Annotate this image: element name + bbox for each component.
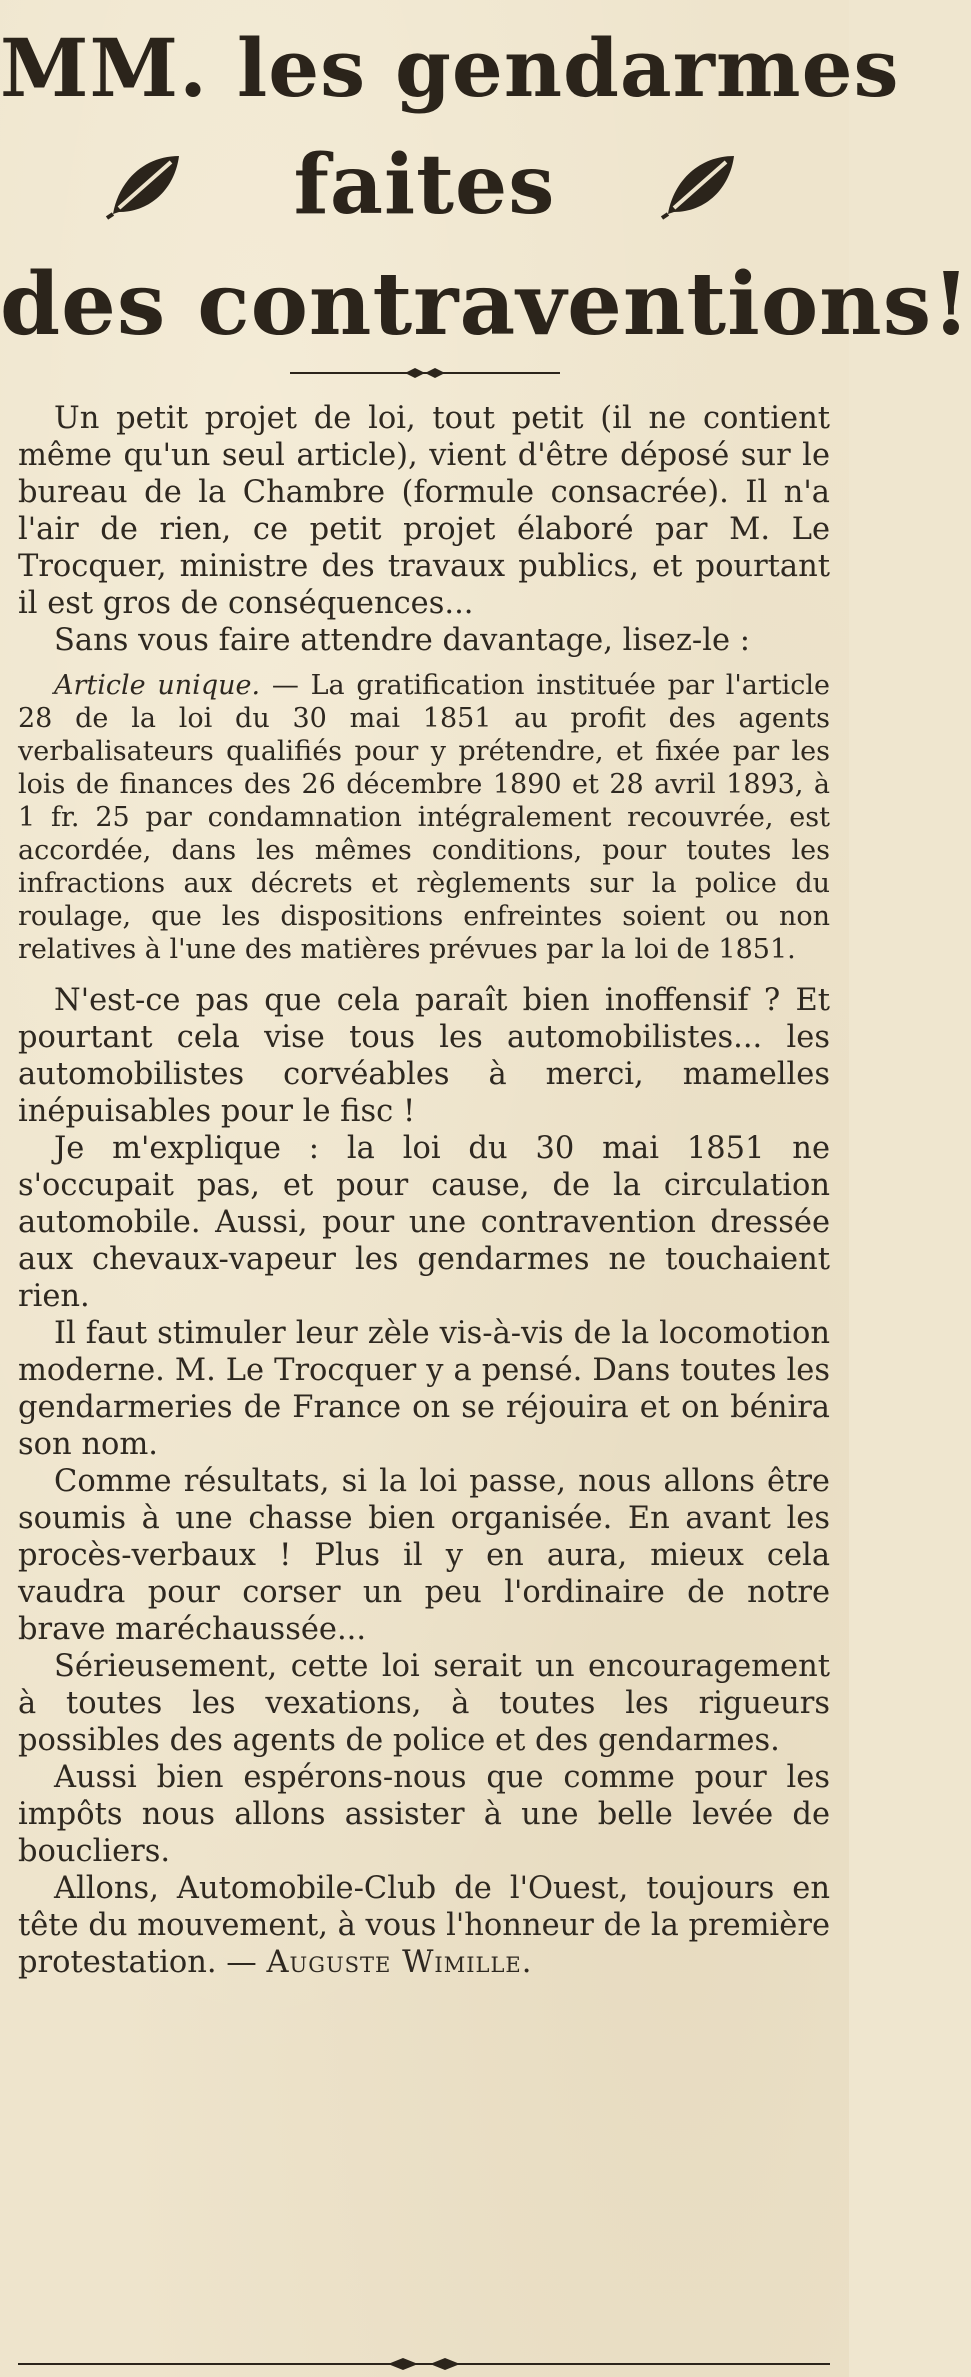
ornamental-rule — [18, 2356, 830, 2372]
paragraph: Sérieusement, cette loi serait un encouragement à toutes les vexations, à toutes les rigueurs possibles des agents de police et des gendarmes. — [18, 1649, 830, 1758]
paragraph: N'est-ce pas que cela paraît bien inoffensif ? Et pourtant cela vise tous les automobilistes... les automobilistes corvéables à merci, mamelles inépuisables pour le fisc ! — [18, 983, 830, 1129]
paragraph: Comme résultats, si la loi passe, nous allons être soumis à une chasse bien organisée. En avant les procès-verbaux ! Plus il y en aura, mieux cela vaudra pour corser un peu l'ordinaire de notre brave maréchaussée... — [18, 1464, 830, 1647]
article-body — [18, 400, 830, 1981]
headline-line-3: des contraventions! — [0, 254, 971, 355]
law-text: — La gratification instituée par l'article 28 de la loi du 30 mai 1851 au profit des agents verbalisateurs qualifiés pour y prétendre, et fixée par les lois de finances des 26 décembre 1890 et 28 avril 1893, à 1 fr. 25 par condamnation intégralement recouvrée, est accordée, dans les mêmes conditions, pour toutes les infractions aux décrets et règlements sur la police du roulage, que les dispositions enfreintes soient ou non relatives à l'une des matières prévues par la loi de 1851. — [18, 670, 830, 965]
ornamental-rule — [290, 365, 560, 381]
paragraph: Sans vous faire attendre davantage, lisez-le : — [54, 623, 750, 658]
paragraph: Je m'explique : la loi du 30 mai 1851 ne s'occupait pas, et pour cause, de la circulation automobile. Aussi, pour une contravention dressée aux chevaux-vapeur les gendarmes ne touchaient rien. — [18, 1131, 830, 1314]
law-quote — [18, 669, 830, 966]
paragraph: Il faut stimuler leur zèle vis-à-vis de la locomotion moderne. M. Le Trocquer y a pensé. Dans toutes les gendarmeries de France on se réjouira et on bénira son nom. — [18, 1316, 830, 1462]
paragraph: Un petit projet de loi, tout petit (il ne contient même qu'un seul article), vient d'être déposé sur le bureau de la Chambre (formule consacrée). Il n'a l'air de rien, ce petit projet élaboré par M. Le Trocquer, ministre des travaux publics, et pourtant il est gros de conséquences... — [18, 401, 830, 621]
headline-line-1: MM. les gendarmes — [0, 21, 900, 115]
closing-text: Allons, Automobile-Club de l'Ouest, toujours en tête du mouvement, à vous l'honneur de la première protestation. — — [18, 1871, 830, 1980]
law-lead: Article unique. — [54, 670, 261, 701]
headline-line-2: faites — [293, 137, 556, 233]
author-signature: Auguste Wimille. — [266, 1945, 533, 1980]
leaf-icon — [660, 150, 740, 220]
paragraph: Aussi bien espérons-nous que comme pour les impôts nous allons assister à une belle levée de boucliers. — [18, 1760, 830, 1869]
paragraph-closing — [18, 1870, 830, 1981]
